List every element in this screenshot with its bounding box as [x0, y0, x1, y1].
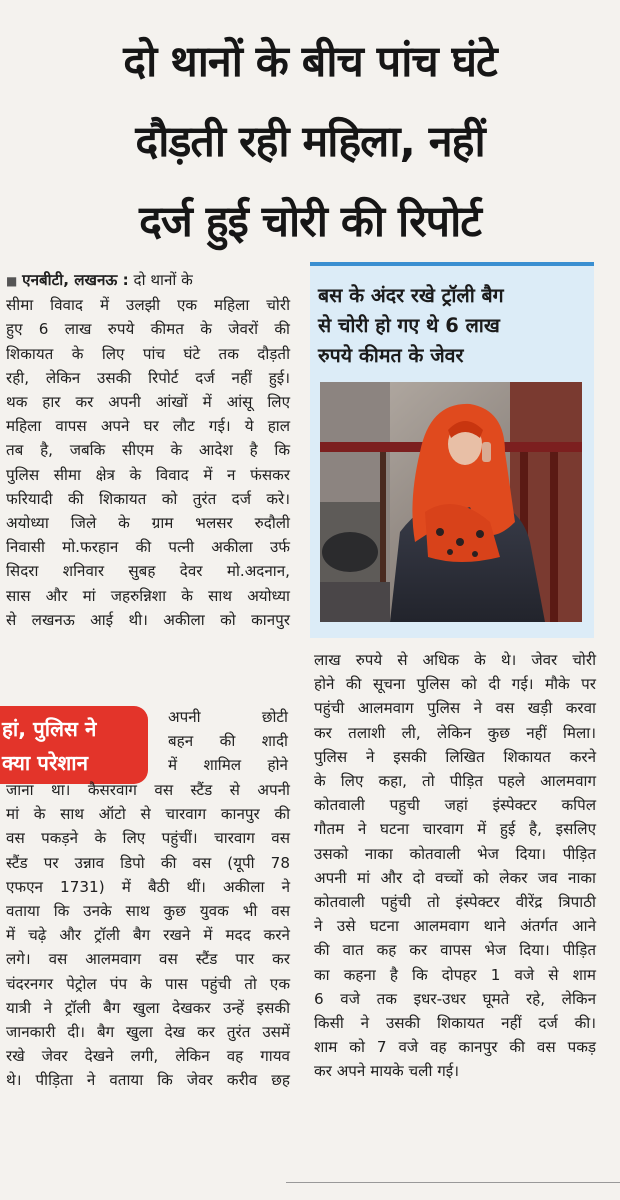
right-body-line: होने की सूचना पुलिस को दी गई। मौके पर: [314, 675, 596, 694]
right-body-line: कर अपने मायके चली गई।: [314, 1062, 459, 1081]
left-body-bottom-line: यात्री ने ट्रॉली बैग खुला देखकर उन्हें इसकी: [6, 998, 290, 1017]
pull-quote: [0, 706, 148, 784]
box-caption-line-1: बस के अंदर रखे ट्रॉली बैग: [318, 284, 504, 307]
left-body-bottom-line: जानकारी दी। बैग खुला देख कर तुरंत उसमें: [6, 1023, 290, 1042]
lead-line: [6, 268, 290, 293]
left-body-bottom-line: जाना था। कैसरवाग वस स्टैंड से अपनी: [6, 781, 290, 799]
right-body-line: कोतवाली पहुची जहां इंस्पेक्टर कपिल: [314, 796, 596, 815]
right-body-line: के लिए कहा, तो पीड़ित पहले आलमवाग: [314, 772, 596, 791]
bottom-divider: [286, 1182, 620, 1183]
headline-line-3: दर्ज हुई चोरी की रिपोर्ट: [139, 197, 481, 247]
left-body-bottom-line: लगे। वस आलमवाग वस स्टैंड पार कर: [6, 950, 290, 969]
left-wrap-line: बहन की शादी: [168, 732, 288, 751]
left-column-wrap: [168, 705, 288, 778]
left-body-line: हुए 6 लाख रुपये कीमत के जेवरों की: [6, 320, 290, 339]
left-body-line: रही, लेकिन उसकी रिपोर्ट दर्ज नहीं हुई।: [6, 368, 290, 387]
right-body-line: अपनी मां और दो वच्चों को लेकर जव नाका: [314, 868, 596, 887]
right-body-line: लाख रुपये से अधिक के थे। जेवर चोरी: [314, 651, 596, 669]
left-body-line: तब है, जबकि सीएम के आदेश है कि: [6, 441, 290, 460]
right-body-line: कोतवाली पहुंची तो इंस्पेक्टर वीरेंद्र त्रिपाठी: [314, 893, 596, 912]
left-body-line: अयोध्या जिले के ग्राम भलसर रुदौली: [6, 514, 290, 533]
left-body-bottom-line: रखे जेवर देखने लगी, लेकिन वह गायव: [6, 1047, 290, 1066]
right-body-line: उसको नाका कोतवाली भेज दिया। पीड़ित: [314, 844, 596, 863]
left-body-bottom-line: स्टैंड पर उन्नाव डिपो की वस (यूपी 78: [6, 853, 290, 872]
left-body-line: निवासी मो.फरहान की पत्नी अकीला उर्फ: [6, 538, 290, 557]
bullet-square-icon: ■: [6, 274, 18, 288]
left-body-line: सास और मां जहरुन्निशा के साथ अयोध्या: [6, 586, 290, 605]
right-body-line: शाम को 7 वजे वह कानपुर की वस पकड़: [314, 1038, 596, 1057]
right-body-line: पहुंची आलमवाग पुलिस ने वस खड़ी करवा: [314, 699, 596, 718]
news-photo: [320, 382, 582, 622]
left-wrap-line: अपनी छोटी: [168, 708, 288, 726]
left-body-line: शिकायत के लिए पांच घंटे तक दौड़ती: [6, 344, 290, 363]
left-body-bottom-line: वस पकड़ने के लिए पहुंचीं। चारवाग वस: [6, 829, 290, 848]
right-body-line: ने उसे घटना आलमवाग थाने अंतर्गत आने: [314, 917, 596, 936]
box-caption-line-2: से चोरी हो गए थे 6 लाख: [318, 314, 500, 337]
right-body-line: गौतम ने घटना चारवाग में हुई है, इसलिए: [314, 820, 596, 839]
left-body-line: सिदरा शनिवार सुबह देवर मो.अदनान,: [6, 562, 290, 581]
right-body-line: की वात कह कर वापस भेज दिया। पीड़ित: [314, 941, 596, 960]
lead-text: दो थानों के: [133, 271, 193, 289]
right-body-line: किसी ने उसकी शिकायत नहीं दर्ज की।: [314, 1014, 596, 1033]
headline-line-2: दौड़ती रही महिला, नहीं: [135, 117, 485, 167]
left-body-bottom-line: मां के साथ ऑटो से चारवाग कानपुर की: [6, 805, 290, 824]
right-body-line: कर तलाशी ली, लेकिन कुछ नहीं मिला।: [314, 723, 596, 742]
left-body-bottom-line: एफएन 1731) में बैठी थीं। अकीला ने: [6, 877, 290, 896]
left-column-bottom: [6, 778, 290, 1093]
left-body-line: सीमा विवाद में उलझी एक महिला चोरी: [6, 296, 290, 315]
left-body-line: फरियादी की शिकायत को तुरंत दर्ज करे।: [6, 489, 290, 508]
left-body-bottom-line: वताया कि उनके साथ कुछ युवक भी वस: [6, 902, 290, 921]
right-body-line: 6 वजे तक इधर-उधर घूमते रहे, लेकिन: [314, 989, 596, 1008]
right-column: [314, 648, 596, 1084]
left-body-bottom-line: थे। पीड़िता ने वताया कि जेवर करीव छह: [6, 1071, 290, 1090]
box-caption: [318, 281, 590, 371]
headline-line-1: दो थानों के बीच पांच घंटे: [123, 37, 497, 87]
left-body-bottom-line: में चढ़े और ट्रॉली बैग रखने में मदद करने: [6, 926, 290, 945]
left-column-top: [6, 268, 290, 632]
left-body-line: थक हार कर अपनी आंखों में आंसू लिए: [6, 393, 290, 412]
left-body-bottom-line: चंदरनगर पेट्रोल पंप के पास पहुंची तो एक: [6, 974, 290, 993]
box-caption-line-3: रुपये कीमत के जेवर: [318, 344, 464, 367]
left-body-line: महिला वापस अपने घर लौट गई। ये हाल: [6, 417, 290, 436]
byline: एनबीटी, लखनऊ :: [22, 271, 129, 289]
right-body-line: का कहना है कि दोपहर 1 वजे से शाम: [314, 965, 596, 984]
pull-quote-line-2: क्या परेशान: [2, 751, 88, 775]
right-body-line: पुलिस ने इसकी लिखित शिकायत करने: [314, 747, 596, 766]
left-body-line: पुलिस सीमा क्षेत्र के विवाद में न फंसकर: [6, 465, 290, 484]
headline: [0, 22, 620, 262]
pull-quote-line-1: हां, पुलिस ने: [2, 717, 97, 741]
left-body-line: से लखनऊ आई थी। अकीला को कानपुर: [6, 610, 290, 629]
left-wrap-line: में शामिल होने: [168, 756, 288, 775]
